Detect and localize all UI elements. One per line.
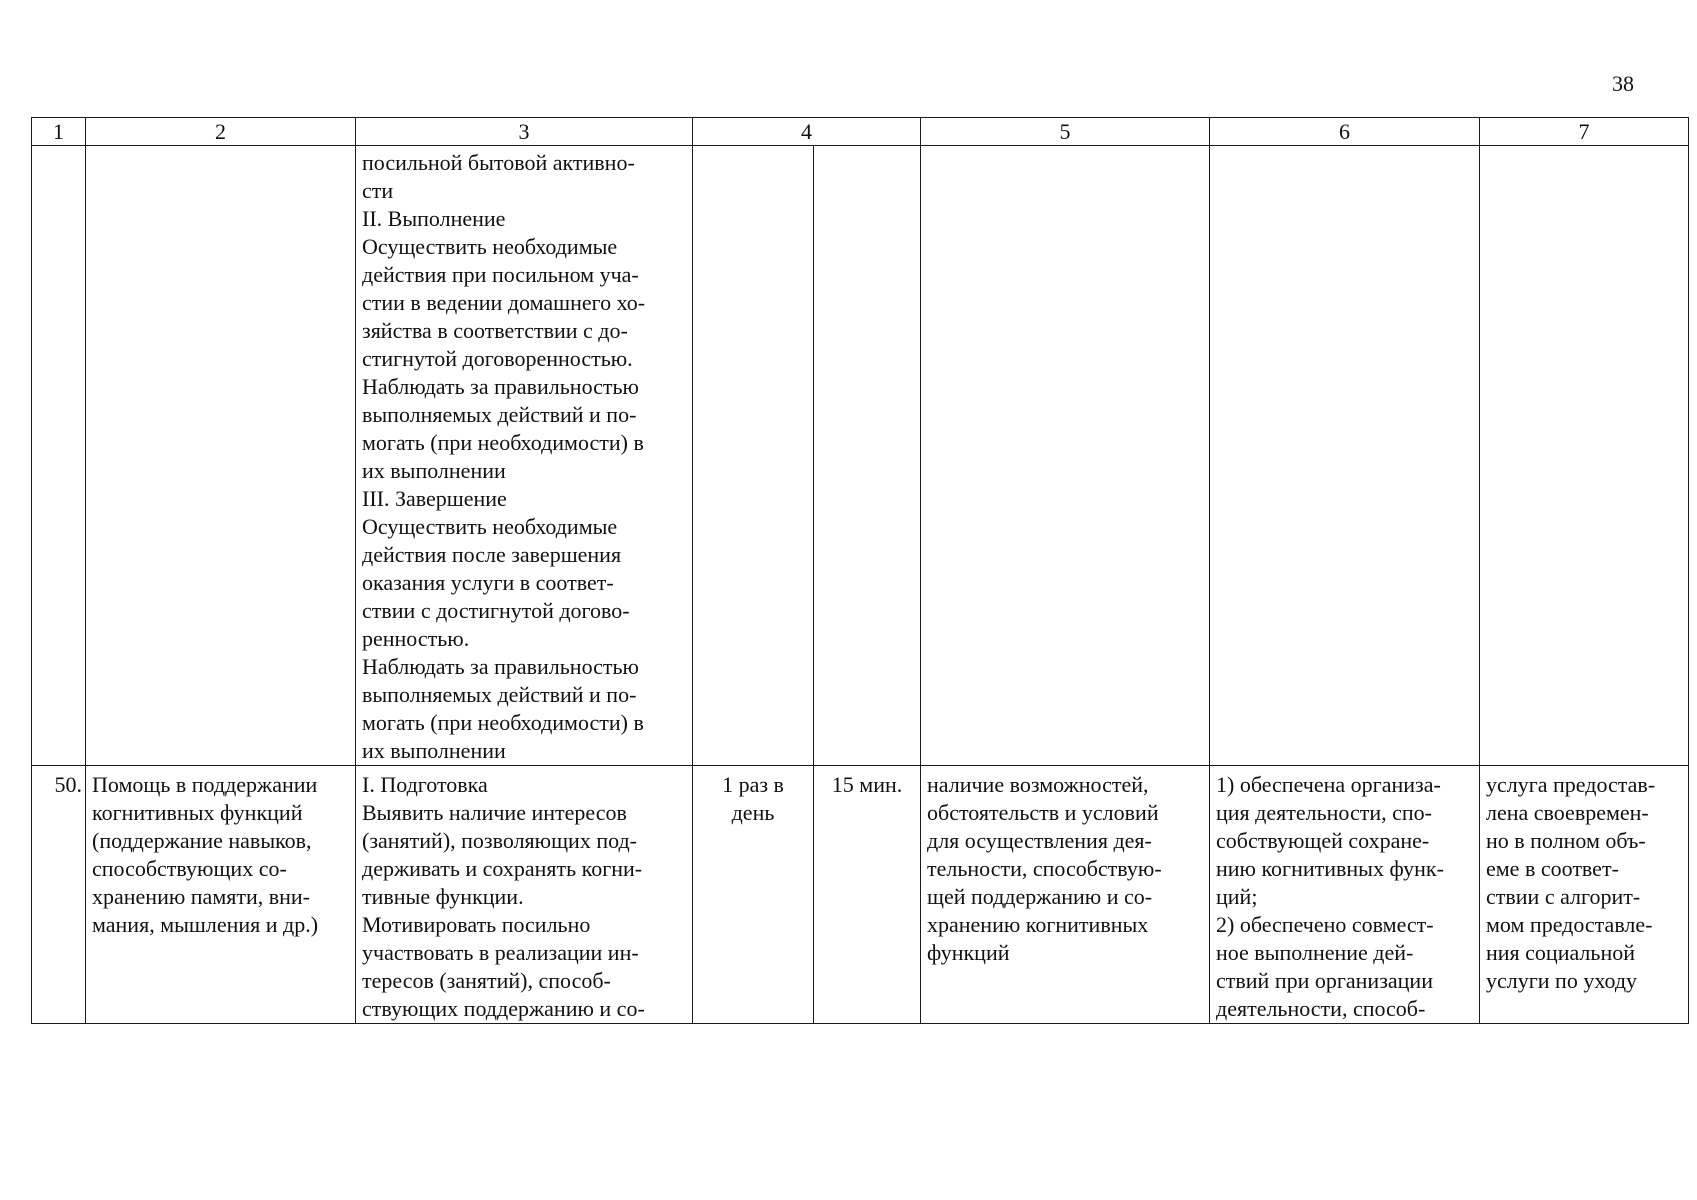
text-line: действия при посильном уча- (362, 262, 639, 287)
cell-quality (1480, 146, 1689, 766)
cell-service-name (86, 766, 356, 1024)
text-line: участвовать в реализации ин- (362, 940, 639, 965)
text-line: деятельности, способ- (1216, 996, 1426, 1021)
text-line: Осуществить необходимые (362, 514, 618, 539)
text-line: услуги по уходу (1486, 968, 1638, 993)
text-line: оказания услуги в соответ- (362, 570, 614, 595)
text-line: ций; (1216, 884, 1258, 909)
text-line: сти (362, 178, 394, 203)
text-line: Мотивировать посильно (362, 912, 591, 937)
header-col-1: 1 (32, 118, 86, 146)
text-line: наличие возможностей, (927, 772, 1149, 797)
header-col-5: 5 (921, 118, 1210, 146)
text-line: хранению памяти, вни- (92, 884, 311, 909)
text-line: тельности, способствую- (927, 856, 1162, 881)
text-line: день (731, 800, 775, 825)
text-line: действия после завершения (362, 542, 622, 567)
text-line: хранению когнитивных (927, 912, 1149, 937)
cell-frequency (693, 146, 814, 766)
text-line: ствий при организации (1216, 968, 1433, 993)
page-number: 38 (1612, 71, 1634, 96)
cell-number (32, 146, 86, 766)
cell-description (356, 146, 693, 766)
text-line: I. Подготовка (362, 772, 488, 797)
text-line: ствии с достигнутой догово- (362, 598, 630, 623)
text-line: их выполнении (362, 458, 506, 483)
cell-quality (1480, 766, 1689, 1024)
text-line: Выявить наличие интересов (362, 800, 627, 825)
text-line: ное выполнение дей- (1216, 940, 1414, 965)
service-table (31, 117, 1689, 1024)
table-row-continuation (32, 146, 1689, 766)
header-col-6: 6 (1210, 118, 1480, 146)
text-line: для осуществления дея- (927, 828, 1152, 853)
cell-frequency (693, 766, 814, 1024)
text-line: держивать и сохранять когни- (362, 856, 643, 881)
text-line: 2) обеспечено совмест- (1216, 912, 1434, 937)
text-line: собствующей сохране- (1216, 828, 1430, 853)
text-line: стии в ведении домашнего хо- (362, 290, 646, 315)
text-line: способствующих со- (92, 856, 287, 881)
text-line: могать (при необходимости) в (362, 710, 644, 735)
text-line: обстоятельств и условий (927, 800, 1159, 825)
cell-results (1210, 146, 1480, 766)
text-line: (занятий), позволяющих под- (362, 828, 637, 853)
cell-description (356, 766, 693, 1024)
cell-conditions (921, 146, 1210, 766)
cell-results (1210, 766, 1480, 1024)
text-line: 1 раз в (722, 772, 784, 797)
text-line: ствующих поддержанию и со- (362, 996, 645, 1021)
text-line: могать (при необходимости) в (362, 430, 644, 455)
text-line: но в полном объ- (1486, 828, 1646, 853)
text-line: Помощь в поддержании (92, 772, 318, 797)
cell-service-name (86, 146, 356, 766)
cell-duration (814, 766, 921, 1024)
cell-number: 50. (32, 766, 86, 1024)
header-row (32, 118, 1689, 146)
text-line: лена своевремен- (1486, 800, 1649, 825)
text-line: мания, мышления и др.) (92, 912, 319, 937)
header-col-2: 2 (86, 118, 356, 146)
text-line: тересов (занятий), способ- (362, 968, 611, 993)
text-line: 1) обеспечена организа- (1216, 772, 1441, 797)
header-col-7: 7 (1480, 118, 1689, 146)
text-line: тивные функции. (362, 884, 524, 909)
text-line: щей поддержанию и со- (927, 884, 1153, 909)
text-line: Наблюдать за правильностью (362, 654, 639, 679)
text-line: ствии с алгорит- (1486, 884, 1641, 909)
text-line: услуга предостав- (1486, 772, 1656, 797)
cell-conditions (921, 766, 1210, 1024)
text-line: когнитивных функций (92, 800, 303, 825)
text-line: зяйства в соответствии с до- (362, 318, 628, 343)
text-line: стигнутой договоренностью. (362, 346, 633, 371)
text-line: Наблюдать за правильностью (362, 374, 639, 399)
text-line: ренностью. (362, 626, 470, 651)
text-line: 15 мин. (831, 772, 903, 797)
text-line: еме в соответ- (1486, 856, 1619, 881)
text-line: III. Завершение (362, 486, 507, 511)
text-line: нию когнитивных функ- (1216, 856, 1444, 881)
text-line: мом предоставле- (1486, 912, 1653, 937)
text-line: (поддержание навыков, (92, 828, 312, 853)
table-row-50 (32, 766, 1689, 1024)
text-line: ция деятельности, спо- (1216, 800, 1432, 825)
text-line: выполняемых действий и по- (362, 402, 637, 427)
text-line: Осуществить необходимые (362, 234, 618, 259)
text-line: их выполнении (362, 738, 506, 763)
text-line: посильной бытовой активно- (362, 150, 635, 175)
text-line: выполняемых действий и по- (362, 682, 637, 707)
text-line: функций (927, 940, 1010, 965)
text-line: ния социальной (1486, 940, 1635, 965)
header-col-4: 4 (693, 118, 921, 146)
header-col-3: 3 (356, 118, 693, 146)
cell-duration (814, 146, 921, 766)
text-line: II. Выполнение (362, 206, 506, 231)
